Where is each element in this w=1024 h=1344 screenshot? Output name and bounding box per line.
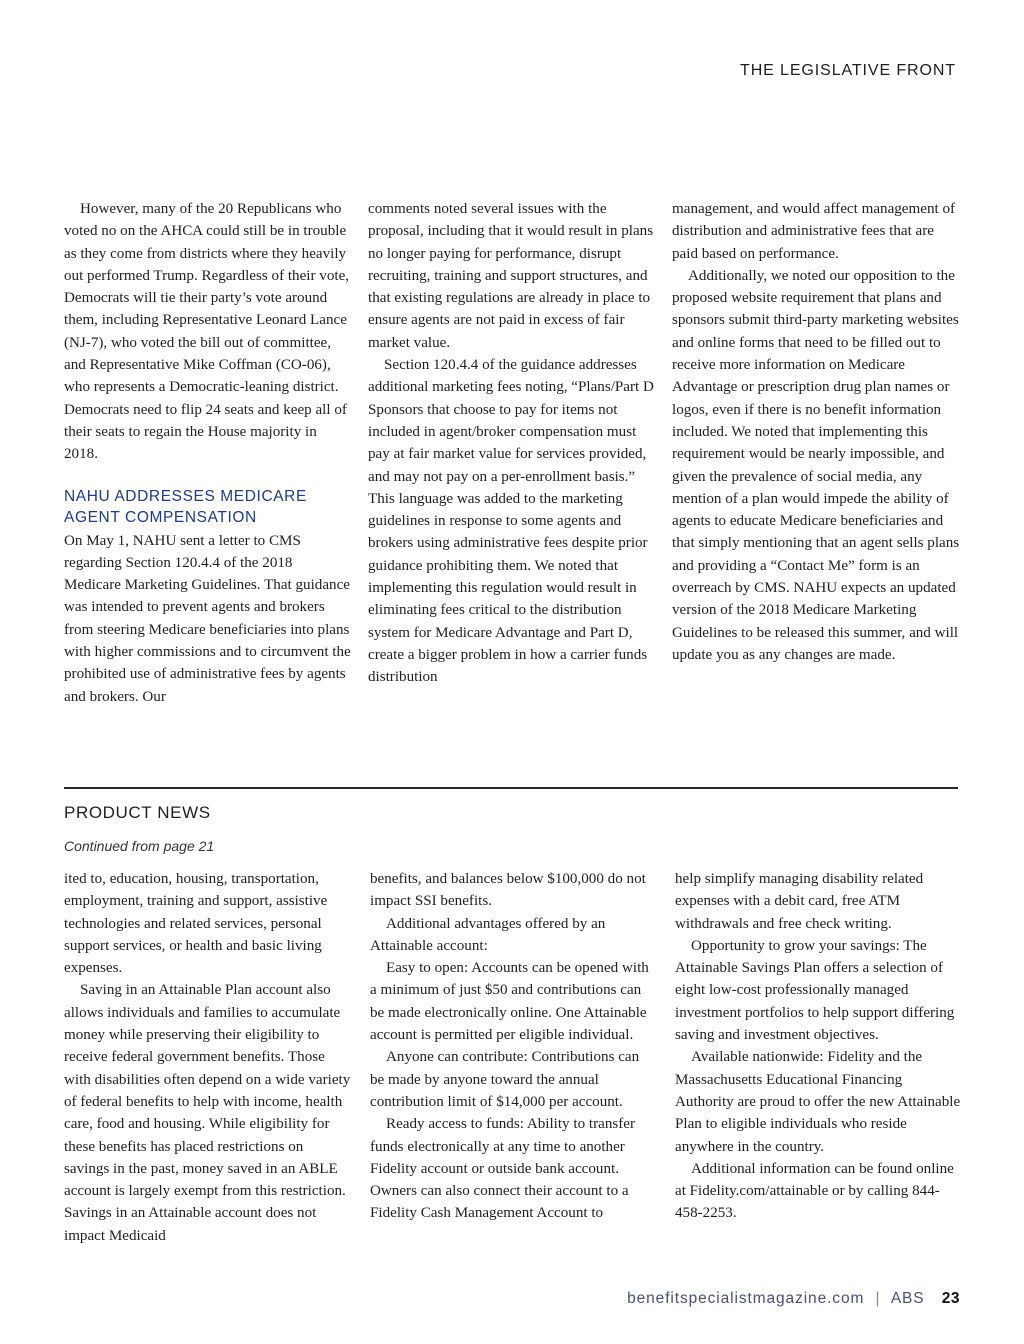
product-news-title: PRODUCT NEWS (64, 803, 211, 822)
paragraph: ited to, education, housing, transportation, employment, training and support, assistive technologies and related services, personal support services, or health and basic living expenses. (64, 871, 328, 977)
paragraph: On May 1, NAHU sent a letter to CMS regarding Section 120.4.4 of the 2018 Medicare Marketing Guidelines. That guidance was intended to prevent agents and brokers from steering Medicare beneficiaries into plans with higher commissions and to circumvent the prohibited use of administrative fees by agents and brokers. Our (64, 532, 351, 705)
legislative-column-2 (368, 198, 654, 689)
paragraph: Ready access to funds: Ability to transfer funds electronically at any time to another Fidelity account or outside bank account. Owners can also connect their account to a Fidelity Cash Management Account to (370, 1116, 635, 1222)
page-footer (627, 1290, 960, 1308)
continued-note: Continued from page 21 (64, 838, 215, 854)
paragraph: comments noted several issues with the proposal, including that it would result in plans no longer paying for performance, disrupt recruiting, training and support structures, and that existing regulations are already in place to ensure agents are not paid in excess of fair market value. (368, 201, 654, 351)
paragraph: Opportunity to grow your savings: The Attainable Savings Plan offers a selection of eight low-cost professionally managed investment portfolios to help support differing saving and investment objectives. (675, 937, 955, 1044)
paragraph: management, and would affect management of distribution and administrative fees that are paid based on performance. (672, 201, 956, 262)
legislative-column-1 (64, 198, 352, 708)
paragraph: Additional information can be found online at Fidelity.com/attainable or by calling 844-458-2253. (675, 1160, 954, 1222)
paragraph: Additional advantages offered by an Attainable account: (370, 915, 606, 954)
paragraph: Additionally, we noted our opposition to the proposed website requirement that plans and sponsors submit third-party marketing websites and online forms that need to be filled out to receive more information on Medicare Advantage or prescription drug plan names or logos, even if there is no benefit information included. We noted that implementing this requirement would be nearly impossible, and given the prevalence of social media, any mention of a plan would impede the ability of agents to educate Medicare beneficiaries and that simply mentioning that an agent sells plans and providing a “Contact Me” form is an overreach by CMS. NAHU expects an updated version of the 2018 Medicare Marketing Guidelines to be released this summer, and will update you as any changes are made. (672, 267, 960, 663)
section-divider (64, 787, 958, 789)
product-news-column-1 (64, 868, 352, 1247)
product-news-column-2 (370, 868, 654, 1225)
legislative-column-3 (672, 198, 960, 666)
magazine-name: ABS (890, 1290, 925, 1307)
footer-separator: | (875, 1290, 881, 1307)
paragraph: Anyone can contribute: Contributions can be made by anyone toward the annual contribution limit of $14,000 per account. (370, 1049, 640, 1110)
paragraph: Saving in an Attainable Plan account also allows individuals and families to accumulate money while preserving their eligibility to receive federal government benefits. Those with disabilities often depend on a wide variety of federal benefits to help with income, health care, food and housing. While eligibility for these benefits has placed restrictions on savings in the past, money saved in an ABLE account is largely exempt from this restriction. Savings in an Attainable account does not impact Medicaid (64, 982, 351, 1244)
paragraph: However, many of the 20 Republicans who voted no on the AHCA could still be in trouble as they come from districts where they heavily out performed Trump. Regardless of their vote, Democrats will tie their party’s vote around them, including Representative Leonard Lance (NJ-7), who voted the bill out of committee, and Representative Mike Coffman (CO-06), who represents a Democratic-leaning district. Democrats need to flip 24 seats and keep all of their seats to regain the House majority in 2018. (64, 201, 350, 463)
paragraph: Section 120.4.4 of the guidance addresses additional marketing fees noting, “Plans/Part D Sponsors that choose to pay for items not included in agent/broker compensation must pay at fair market value for services provided, and may not pay on a per-enrollment basis.” This language was added to the marketing guidelines in response to some agents and brokers using administrative fees despite prior guidance prohibiting them. We noted that implementing this regulation would result in eliminating fees critical to the distribution system for Medicare Advantage and Part D, create a bigger problem in how a carrier funds distribution (368, 357, 654, 686)
section-title: THE LEGISLATIVE FRONT (740, 62, 956, 79)
product-news-column-3 (675, 868, 961, 1225)
website-link[interactable]: benefitspecialistmagazine.com (627, 1290, 865, 1307)
page-number: 23 (941, 1290, 960, 1307)
paragraph: benefits, and balances below $100,000 do not impact SSI benefits. (370, 871, 646, 910)
paragraph: Available nationwide: Fidelity and the Massachusetts Educational Financing Authority are proud to offer the new Attainable Plan to eligible individuals who reside anywhere in the country. (675, 1049, 961, 1155)
section-heading: NAHU ADDRESSES MEDICARE AGENT COMPENSATION (64, 487, 307, 526)
paragraph: help simplify managing disability related expenses with a debit card, free ATM withdrawals and free check writing. (675, 871, 924, 932)
paragraph: Easy to open: Accounts can be opened with a minimum of just $50 and contributions can be made electronically online. One Attainable account is permitted per eligible individual. (370, 960, 649, 1044)
